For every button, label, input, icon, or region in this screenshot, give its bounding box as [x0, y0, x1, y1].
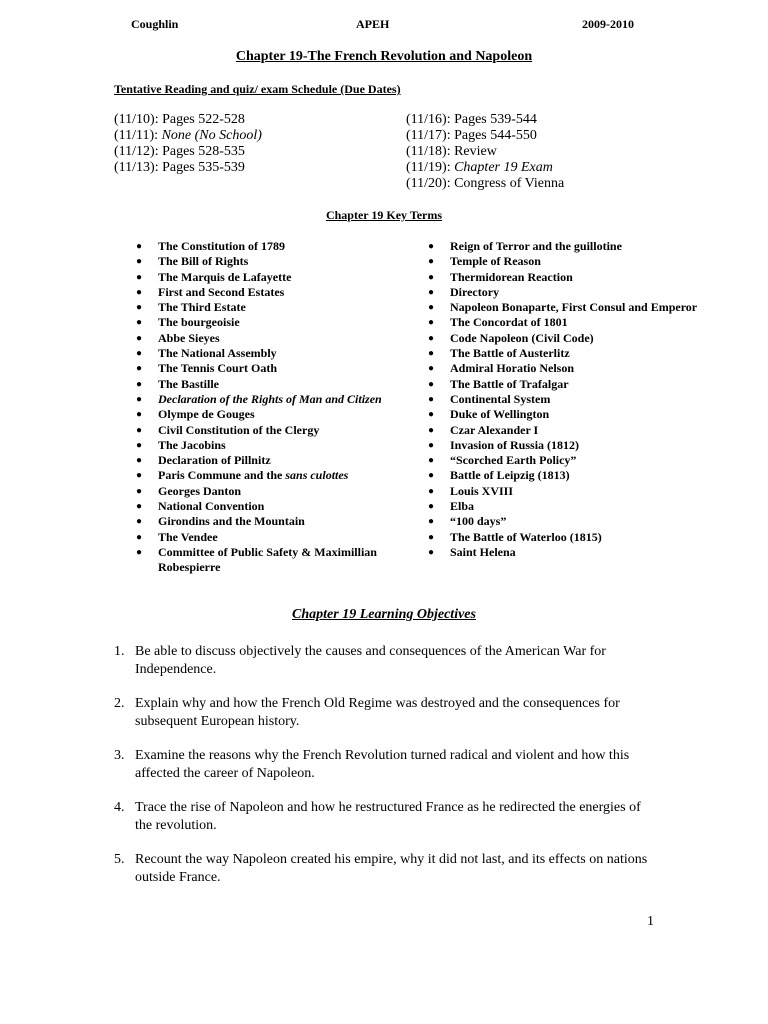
bullet-icon: ● [136, 348, 143, 360]
key-term-text: Saint Helena [450, 544, 516, 559]
key-term [136, 438, 406, 453]
key-term [428, 361, 698, 376]
bullet-icon: ● [428, 424, 435, 436]
bullet-icon: ● [428, 531, 435, 543]
key-term-text: Declaration of Pillnitz [158, 453, 271, 468]
key-term-text: First and Second Estates [158, 284, 285, 299]
key-term-text: Continental System [450, 391, 551, 406]
schedule-item: Review [454, 144, 497, 159]
key-term [136, 499, 406, 514]
bullet-icon: ● [428, 393, 435, 405]
key-term-text: The bourgeoisie [158, 315, 240, 330]
schedule-row [406, 112, 564, 128]
key-term [136, 423, 406, 438]
objective-text: Examine the reasons why the French Revolution turned radical and violent and how this affected the career of Napoleon. [135, 748, 630, 781]
key-term-text: Admiral Horatio Nelson [450, 361, 574, 376]
key-term [136, 545, 406, 576]
header-author: Coughlin [131, 17, 179, 31]
key-term [428, 300, 698, 315]
bullet-icon: ● [136, 455, 143, 467]
key-term [428, 239, 698, 254]
bullet-icon: ● [428, 439, 435, 451]
key-term-text: National Convention [158, 499, 265, 514]
bullet-icon: ● [428, 516, 435, 528]
key-term-text: Paris Commune and the [158, 468, 286, 483]
key-term [428, 331, 698, 346]
schedule-date: (11/18): [406, 144, 455, 159]
bullet-icon: ● [136, 470, 143, 482]
key-term-text: Civil Constitution of the Clergy [158, 422, 320, 437]
key-term [136, 392, 406, 407]
key-term [428, 270, 698, 285]
page-number: 1 [647, 914, 654, 929]
bullet-icon: ● [136, 302, 143, 314]
schedule-row [406, 160, 564, 176]
schedule-item: Pages 539-544 [454, 112, 537, 127]
key-terms-heading: Chapter 19 Key Terms [325, 208, 443, 222]
bullet-icon: ● [136, 271, 143, 283]
header-course: APEH [356, 17, 390, 31]
objective-number: 4. [114, 800, 125, 815]
key-term [428, 377, 698, 392]
bullet-icon: ● [428, 286, 435, 298]
key-term [428, 407, 698, 422]
key-term [136, 300, 406, 315]
key-term-text: The Third Estate [158, 300, 246, 315]
key-term [136, 530, 406, 545]
schedule-row [114, 144, 262, 160]
key-term-text: Czar Alexander I [450, 422, 539, 437]
bullet-icon: ● [428, 271, 435, 283]
schedule-date: (11/11): [114, 128, 162, 143]
schedule-date: (11/10): [114, 112, 163, 127]
key-term-text: Olympe de Gouges [158, 407, 255, 422]
key-term [136, 239, 406, 254]
key-term [136, 331, 406, 346]
bullet-icon: ● [136, 332, 143, 344]
schedule-date: (11/20): [406, 176, 455, 191]
schedule-date: (11/13): [114, 160, 163, 175]
key-term-text: Elba [450, 499, 475, 514]
key-term-text: Duke of Wellington [450, 407, 550, 422]
bullet-icon: ● [136, 241, 143, 252]
schedule-item: Congress of Vienna [454, 176, 565, 191]
key-term [136, 484, 406, 499]
schedule-row [406, 128, 564, 144]
schedule-date: (11/19): [406, 160, 455, 175]
schedule-item: Pages 535-539 [162, 160, 245, 175]
key-term [428, 438, 698, 453]
schedule-right-column [406, 112, 564, 192]
bullet-icon: ● [428, 241, 435, 252]
objective-text: Explain why and how the French Old Regime was destroyed and the consequences for subsequent European history. [135, 696, 620, 729]
key-term-text: The Concordat of 1801 [450, 315, 568, 330]
key-term-text: Abbe Sieyes [158, 330, 220, 345]
bullet-icon: ● [428, 302, 435, 314]
key-term [428, 254, 698, 269]
key-term-text: Directory [450, 284, 500, 299]
key-term-text: “100 days” [450, 514, 507, 529]
schedule-row [114, 112, 262, 128]
key-term-text: Committee of Public Safety & Maximillian Robespierre [158, 544, 377, 575]
key-term [136, 254, 406, 269]
key-term-text: “Scorched Earth Policy” [450, 453, 577, 468]
key-term [136, 377, 406, 392]
key-term [428, 315, 698, 330]
bullet-icon: ● [428, 256, 435, 268]
key-term-text: The Bill of Rights [158, 254, 249, 269]
bullet-icon: ● [136, 516, 143, 528]
schedule-item: Pages 544-550 [454, 128, 537, 143]
schedule-row [114, 160, 262, 176]
key-term-text: The Tennis Court Oath [158, 361, 278, 376]
schedule-heading: Tentative Reading and quiz/ exam Schedule (Due Dates) [114, 82, 401, 96]
schedule-row [406, 176, 564, 192]
key-term [136, 361, 406, 376]
key-term [428, 392, 698, 407]
bullet-icon: ● [428, 348, 435, 360]
key-term-text: The Jacobins [158, 437, 226, 452]
objectives-heading: Chapter 19 Learning Objectives [292, 607, 476, 622]
schedule-date: (11/17): [406, 128, 455, 143]
key-term [136, 346, 406, 361]
objective-number: 5. [114, 852, 125, 867]
bullet-icon: ● [136, 485, 143, 497]
bullet-icon: ● [136, 363, 143, 375]
schedule-item: Pages 522-528 [162, 112, 245, 127]
key-term-text: Code Napoleon (Civil Code) [450, 330, 594, 345]
schedule-item: Chapter 19 Exam [454, 160, 553, 175]
bullet-icon: ● [428, 455, 435, 467]
bullet-icon: ● [136, 256, 143, 268]
key-term-text: Napoleon Bonaparte, First Consul and Emperor [450, 300, 698, 315]
key-term [136, 407, 406, 422]
schedule-date: (11/16): [406, 112, 455, 127]
key-term-text: The Battle of Austerlitz [450, 346, 570, 361]
header-year: 2009-2010 [582, 17, 634, 31]
key-term-text: The National Assembly [158, 346, 277, 361]
objective-item [114, 851, 654, 887]
key-term-text: The Marquis de Lafayette [158, 269, 292, 284]
bullet-icon: ● [136, 501, 143, 513]
bullet-icon: ● [136, 546, 143, 558]
page-title: Chapter 19-The French Revolution and Napoleon [235, 49, 533, 64]
key-term [428, 514, 698, 529]
key-term-text: Battle of Leipzig (1813) [450, 468, 570, 483]
objective-text: Recount the way Napoleon created his empire, why it did not last, and its effects on nations outside France. [135, 852, 648, 885]
key-term [136, 285, 406, 300]
key-term-text: Temple of Reason [450, 254, 541, 269]
key-term-text: The Vendee [158, 529, 218, 544]
key-term-text: The Bastille [158, 376, 220, 391]
bullet-icon: ● [428, 378, 435, 390]
schedule-item: None (No School) [161, 128, 262, 143]
bullet-icon: ● [428, 409, 435, 421]
schedule-row [406, 144, 564, 160]
key-term [136, 453, 406, 468]
schedule-item: Pages 528-535 [162, 144, 245, 159]
objective-text: Trace the rise of Napoleon and how he restructured France as he redirected the energies of the revolution. [135, 800, 641, 833]
key-terms-left-column [136, 239, 406, 576]
objective-item [114, 747, 654, 783]
bullet-icon: ● [136, 439, 143, 451]
key-term [428, 530, 698, 545]
objective-item [114, 643, 654, 679]
key-term [428, 468, 698, 483]
objective-number: 2. [114, 696, 125, 711]
key-term [428, 285, 698, 300]
schedule-row [114, 128, 262, 144]
key-term-text: The Battle of Waterloo (1815) [450, 529, 602, 544]
bullet-icon: ● [136, 317, 143, 329]
key-term-text: Declaration of the Rights of Man and Citizen [158, 391, 382, 406]
key-term-text: Invasion of Russia (1812) [450, 437, 580, 452]
bullet-icon: ● [136, 531, 143, 543]
objective-text: Be able to discuss objectively the causes and consequences of the American War for Independence. [135, 644, 606, 677]
key-term [136, 514, 406, 529]
bullet-icon: ● [136, 409, 143, 421]
bullet-icon: ● [428, 317, 435, 329]
objectives-list [114, 643, 654, 903]
key-term-text: Georges Danton [158, 483, 241, 498]
bullet-icon: ● [428, 485, 435, 497]
bullet-icon: ● [136, 378, 143, 390]
key-term [428, 423, 698, 438]
key-term [136, 468, 406, 483]
key-term [428, 484, 698, 499]
bullet-icon: ● [428, 363, 435, 375]
key-term-text: Thermidorean Reaction [450, 269, 573, 284]
key-term [136, 270, 406, 285]
key-term-text: Reign of Terror and the guillotine [450, 239, 622, 253]
bullet-icon: ● [136, 286, 143, 298]
bullet-icon: ● [428, 546, 435, 558]
schedule-date: (11/12): [114, 144, 163, 159]
objective-item [114, 695, 654, 731]
bullet-icon: ● [428, 332, 435, 344]
key-term-text: The Constitution of 1789 [158, 239, 286, 253]
key-term [428, 346, 698, 361]
bullet-icon: ● [136, 424, 143, 436]
key-term [428, 453, 698, 468]
objective-number: 3. [114, 748, 125, 763]
bullet-icon: ● [136, 393, 143, 405]
key-term [428, 499, 698, 514]
key-terms-right-column [428, 239, 698, 560]
objective-item [114, 799, 654, 835]
objective-number: 1. [114, 644, 125, 659]
schedule-left-column [114, 112, 262, 176]
key-term-text: Girondins and the Mountain [158, 514, 305, 529]
key-term-text: The Battle of Trafalgar [450, 376, 569, 391]
bullet-icon: ● [428, 501, 435, 513]
key-term [428, 545, 698, 560]
key-term-text: Louis XVIII [450, 483, 514, 498]
key-term-emphasis: sans culottes [285, 468, 349, 483]
bullet-icon: ● [428, 470, 435, 482]
key-term [136, 315, 406, 330]
